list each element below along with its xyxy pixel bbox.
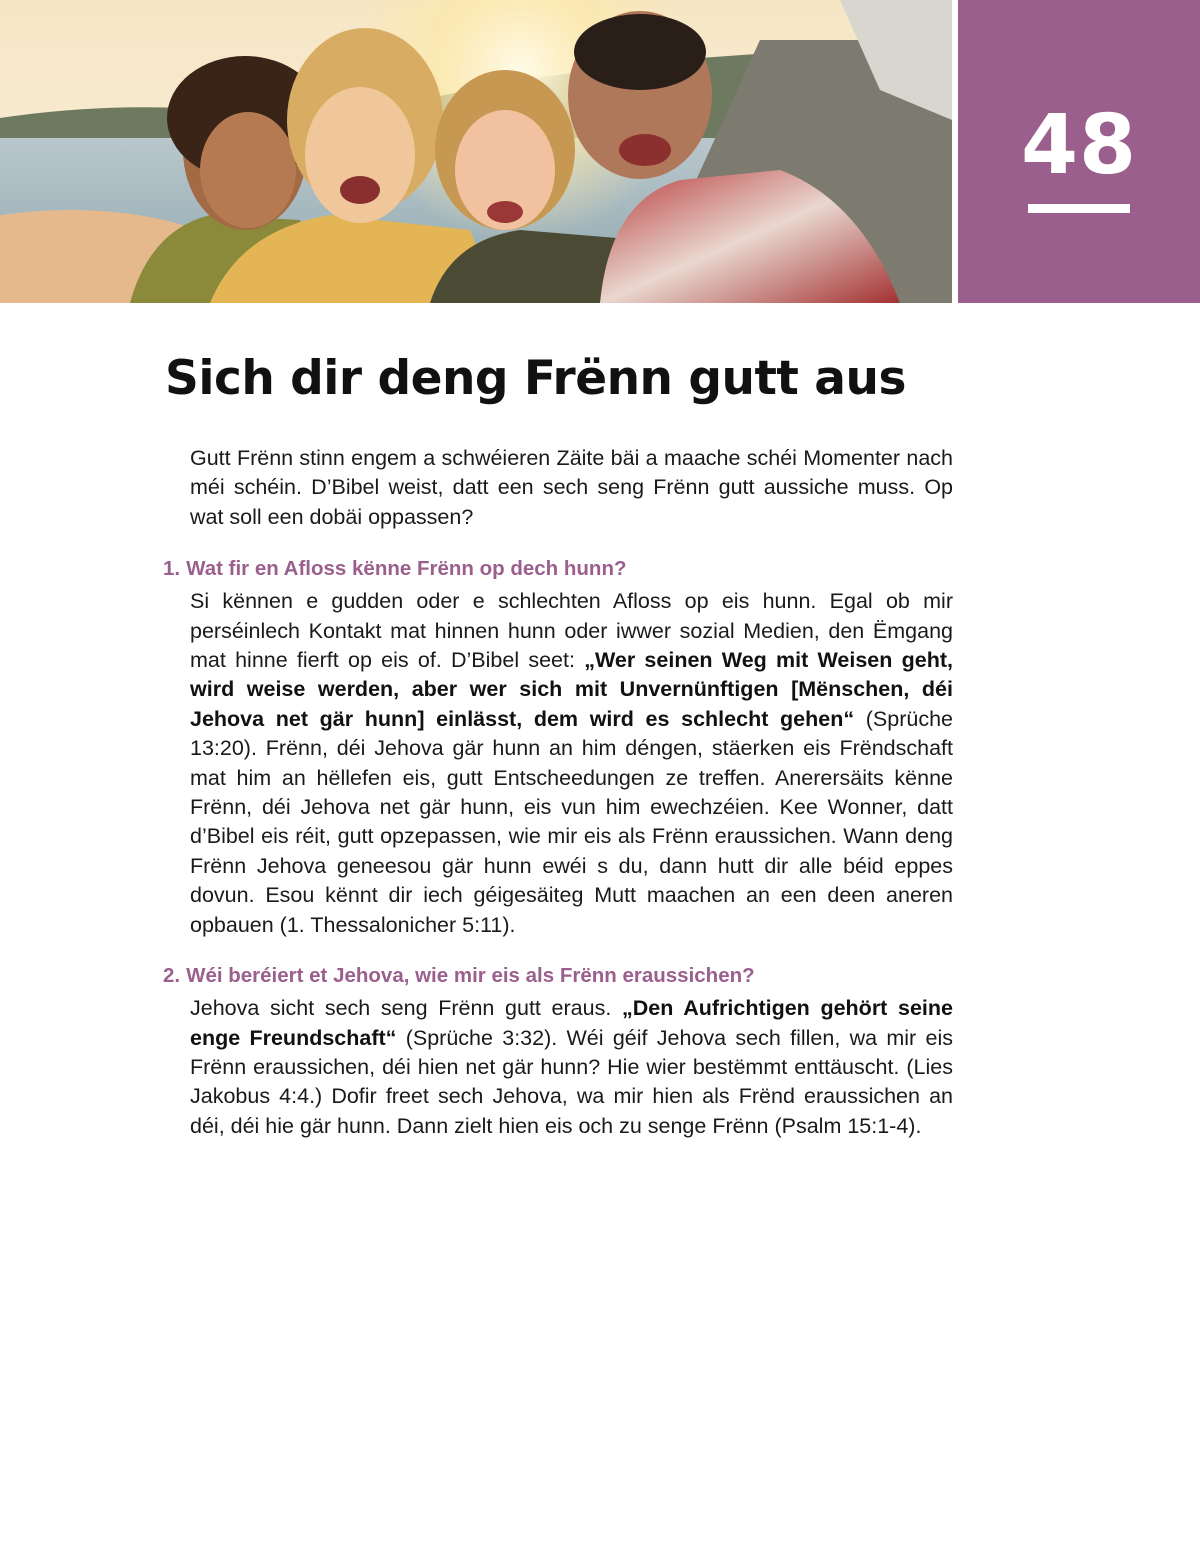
lesson-number: 48	[1020, 98, 1138, 193]
question-heading	[163, 554, 953, 583]
page-title: Sich dir deng Frënn gutt aus	[165, 351, 906, 406]
lesson-number-underline	[1028, 204, 1130, 213]
answer-text: (Sprüche 13:20). Frënn, déi Jehova gär hunn an him déngen, stäerken eis Frëndschaft mat him an hëllefen eis, gutt Entscheedungen ze treffen. Anerersäits kënne Frënn, déi Jehova net gär hunn, eis vun him ewechzéien. Kee Wonner, datt d’Bibel eis réit, gutt opzepassen, wie mir eis als Frënn eraussichen. Wann deng Frënn Jehova geneesou gär hunn ewéi s du, dann hutt dir alle béid eppes dovun. Esou kënnt dir iech géigesäiteg Mutt maachen an een deen aneren opbauen (1. Thessalonicher 5:11).	[190, 706, 953, 937]
question-number: 1.	[163, 557, 181, 581]
bible-quote: „Wer seinen Weg mit Weisen geht, wird weise werden, aber wer sich mit Unvernünftigen [Mënschen, déi Jehova net gär hunn] einlässt, dem wird es schlecht gehen“	[190, 648, 953, 731]
photo-four-friends-selfie-harbor-icon	[0, 0, 952, 303]
intro-paragraph: Gutt Frënn stinn engem a schwéieren Zäite bäi a maache schéi Momenter nach méi schéin. D’Bibel weist, datt een sech seng Frënn gutt aussiche muss. Op wat soll een dobäi oppassen?	[190, 446, 953, 529]
bible-quote: „Den Aufrichtigen gehört seine enge Freundschaft“	[190, 996, 953, 1050]
lesson-content	[163, 444, 953, 1141]
answer-paragraph	[190, 587, 953, 940]
lesson-number-badge	[958, 0, 1200, 303]
answer-paragraph	[190, 994, 953, 1141]
answer-text: (Sprüche 3:32). Wéi géif Jehova sech fillen, wa mir eis Frënn eraussichen, déi hien net gär hunn? Hie wier bestëmmt enttäuscht. (Lies Jakobus 4:4.) Dofir freet sech Jehova, wa mir hien als Frënd eraussichen an déi, déi hie gär hunn. Dann zielt hien eis och zu senge Frënn (Psalm 15:1-4).	[190, 1025, 953, 1138]
question-text: Wéi beréiert et Jehova, wie mir eis als Frënn eraussichen?	[186, 964, 755, 988]
question-number: 2.	[163, 964, 181, 988]
question-heading	[163, 961, 953, 990]
answer-text: Jehova sicht sech seng Frënn gutt eraus.	[190, 996, 622, 1021]
hero-photo	[0, 0, 952, 303]
question-text: Wat fir en Afloss kënne Frënn op dech hunn?	[186, 557, 627, 581]
answer-text: Si kënnen e gudden oder e schlechten Afloss op eis hunn. Egal ob mir perséinlech Kontakt mat hinnen hunn oder iwwer sozial Medien, den Ëmgang mat hinne fierft op eis of. D’Bibel seet:	[190, 589, 953, 673]
